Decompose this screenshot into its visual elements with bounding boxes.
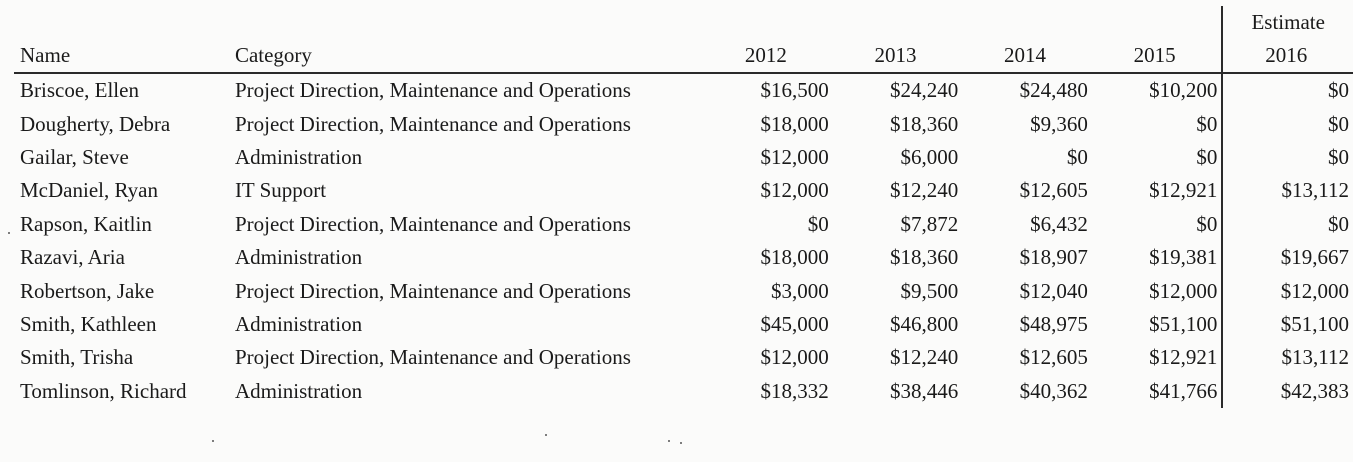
cell-category: Administration <box>234 311 363 336</box>
cell-2015: $0 <box>1196 111 1218 136</box>
cell-name: Briscoe, Ellen <box>20 78 139 103</box>
cell-2012: $12,000 <box>760 178 829 203</box>
header-2015: 2015 <box>1092 39 1223 73</box>
header-2014: 2014 <box>962 39 1092 73</box>
cell-2013: $6,000 <box>900 144 959 169</box>
cell-2012: $18,000 <box>760 245 829 270</box>
cell-2015: $12,921 <box>1149 178 1218 203</box>
scan-speck <box>212 440 214 442</box>
header-name: Name <box>14 39 229 73</box>
cell-2016: $0 <box>1222 107 1353 140</box>
cell-name: Smith, Trisha <box>20 345 134 370</box>
cell-2015: $51,100 <box>1149 311 1218 336</box>
cell-2013: $46,800 <box>890 311 959 336</box>
cell-2012: $3,000 <box>770 278 829 303</box>
cell-2014: $12,605 <box>1019 178 1088 203</box>
table-row <box>14 107 1353 140</box>
cell-2013: $38,446 <box>890 378 959 403</box>
cell-2014: $6,432 <box>1030 211 1088 236</box>
table-body <box>14 73 1353 408</box>
cell-category: Administration <box>234 144 363 169</box>
cell-2015: $0 <box>1196 211 1218 236</box>
cell-2013: $7,872 <box>900 211 959 236</box>
cell-name: Robertson, Jake <box>20 278 155 303</box>
cell-category: IT Support <box>234 178 327 203</box>
table-row <box>14 208 1353 241</box>
cell-2014: $0 <box>1066 144 1088 169</box>
cell-2015: $12,000 <box>1149 278 1218 303</box>
cell-2012: $18,000 <box>760 111 829 136</box>
cell-name: McDaniel, Ryan <box>20 178 158 203</box>
header-2016: 2016 <box>1222 39 1353 73</box>
cell-name: Razavi, Aria <box>20 245 125 270</box>
cell-2016: $13,112 <box>1222 174 1353 207</box>
cell-name: Smith, Kathleen <box>20 311 157 336</box>
cell-2015: $41,766 <box>1149 378 1218 403</box>
cell-2014: $9,360 <box>1030 111 1088 136</box>
cell-name: Rapson, Kaitlin <box>20 211 152 236</box>
cell-2012: $0 <box>807 211 829 236</box>
table-row <box>14 375 1353 408</box>
cell-2016: $0 <box>1222 73 1353 107</box>
table-row <box>14 241 1353 274</box>
header-estimate: Estimate <box>1222 6 1353 39</box>
cell-category: Project Direction, Maintenance and Operations <box>234 211 631 236</box>
cell-2016: $13,112 <box>1222 341 1353 374</box>
cell-2014: $18,907 <box>1019 245 1088 270</box>
cell-2014: $24,480 <box>1019 78 1088 103</box>
cell-name: Gailar, Steve <box>20 144 129 169</box>
cell-2015: $0 <box>1196 144 1218 169</box>
table-row <box>14 73 1353 107</box>
cell-2016: $42,383 <box>1222 375 1353 408</box>
table-row <box>14 274 1353 307</box>
header-row <box>14 39 1353 73</box>
cell-2015: $19,381 <box>1149 245 1218 270</box>
cell-2016: $51,100 <box>1222 308 1353 341</box>
header-row-top <box>14 6 1353 39</box>
cell-2016: $19,667 <box>1222 241 1353 274</box>
table-row <box>14 174 1353 207</box>
cell-category: Administration <box>234 378 363 403</box>
cell-2012: $45,000 <box>760 311 829 336</box>
cell-2016: $0 <box>1222 141 1353 174</box>
cell-name: Tomlinson, Richard <box>20 378 187 403</box>
cell-2014: $12,040 <box>1019 278 1088 303</box>
scan-speck <box>668 440 670 442</box>
cell-2016: $12,000 <box>1222 274 1353 307</box>
cell-category: Project Direction, Maintenance and Operations <box>234 278 631 303</box>
salary-table <box>14 6 1353 408</box>
header-category: Category <box>229 39 703 73</box>
cell-category: Administration <box>234 245 363 270</box>
scan-speck <box>545 434 547 436</box>
header-2012: 2012 <box>703 39 833 73</box>
scan-speck <box>8 232 10 234</box>
cell-2016: $0 <box>1222 208 1353 241</box>
cell-2012: $16,500 <box>760 78 829 103</box>
table-row <box>14 141 1353 174</box>
cell-2013: $24,240 <box>890 78 959 103</box>
cell-2014: $12,605 <box>1019 345 1088 370</box>
cell-2013: $9,500 <box>900 278 959 303</box>
scan-speck <box>680 442 682 444</box>
cell-2014: $48,975 <box>1019 311 1088 336</box>
table-row <box>14 341 1353 374</box>
cell-2014: $40,362 <box>1019 378 1088 403</box>
cell-2012: $12,000 <box>760 144 829 169</box>
cell-name: Dougherty, Debra <box>20 111 171 136</box>
cell-category: Project Direction, Maintenance and Operations <box>234 111 631 136</box>
cell-2013: $12,240 <box>890 345 959 370</box>
cell-category: Project Direction, Maintenance and Operations <box>234 78 631 103</box>
table-header <box>14 6 1353 73</box>
cell-2012: $18,332 <box>760 378 829 403</box>
cell-2013: $18,360 <box>890 111 959 136</box>
header-2013: 2013 <box>833 39 963 73</box>
cell-category: Project Direction, Maintenance and Operations <box>234 345 631 370</box>
cell-2013: $18,360 <box>890 245 959 270</box>
cell-2012: $12,000 <box>760 345 829 370</box>
cell-2013: $12,240 <box>890 178 959 203</box>
cell-2015: $12,921 <box>1149 345 1218 370</box>
cell-2015: $10,200 <box>1149 78 1218 103</box>
table-row <box>14 308 1353 341</box>
